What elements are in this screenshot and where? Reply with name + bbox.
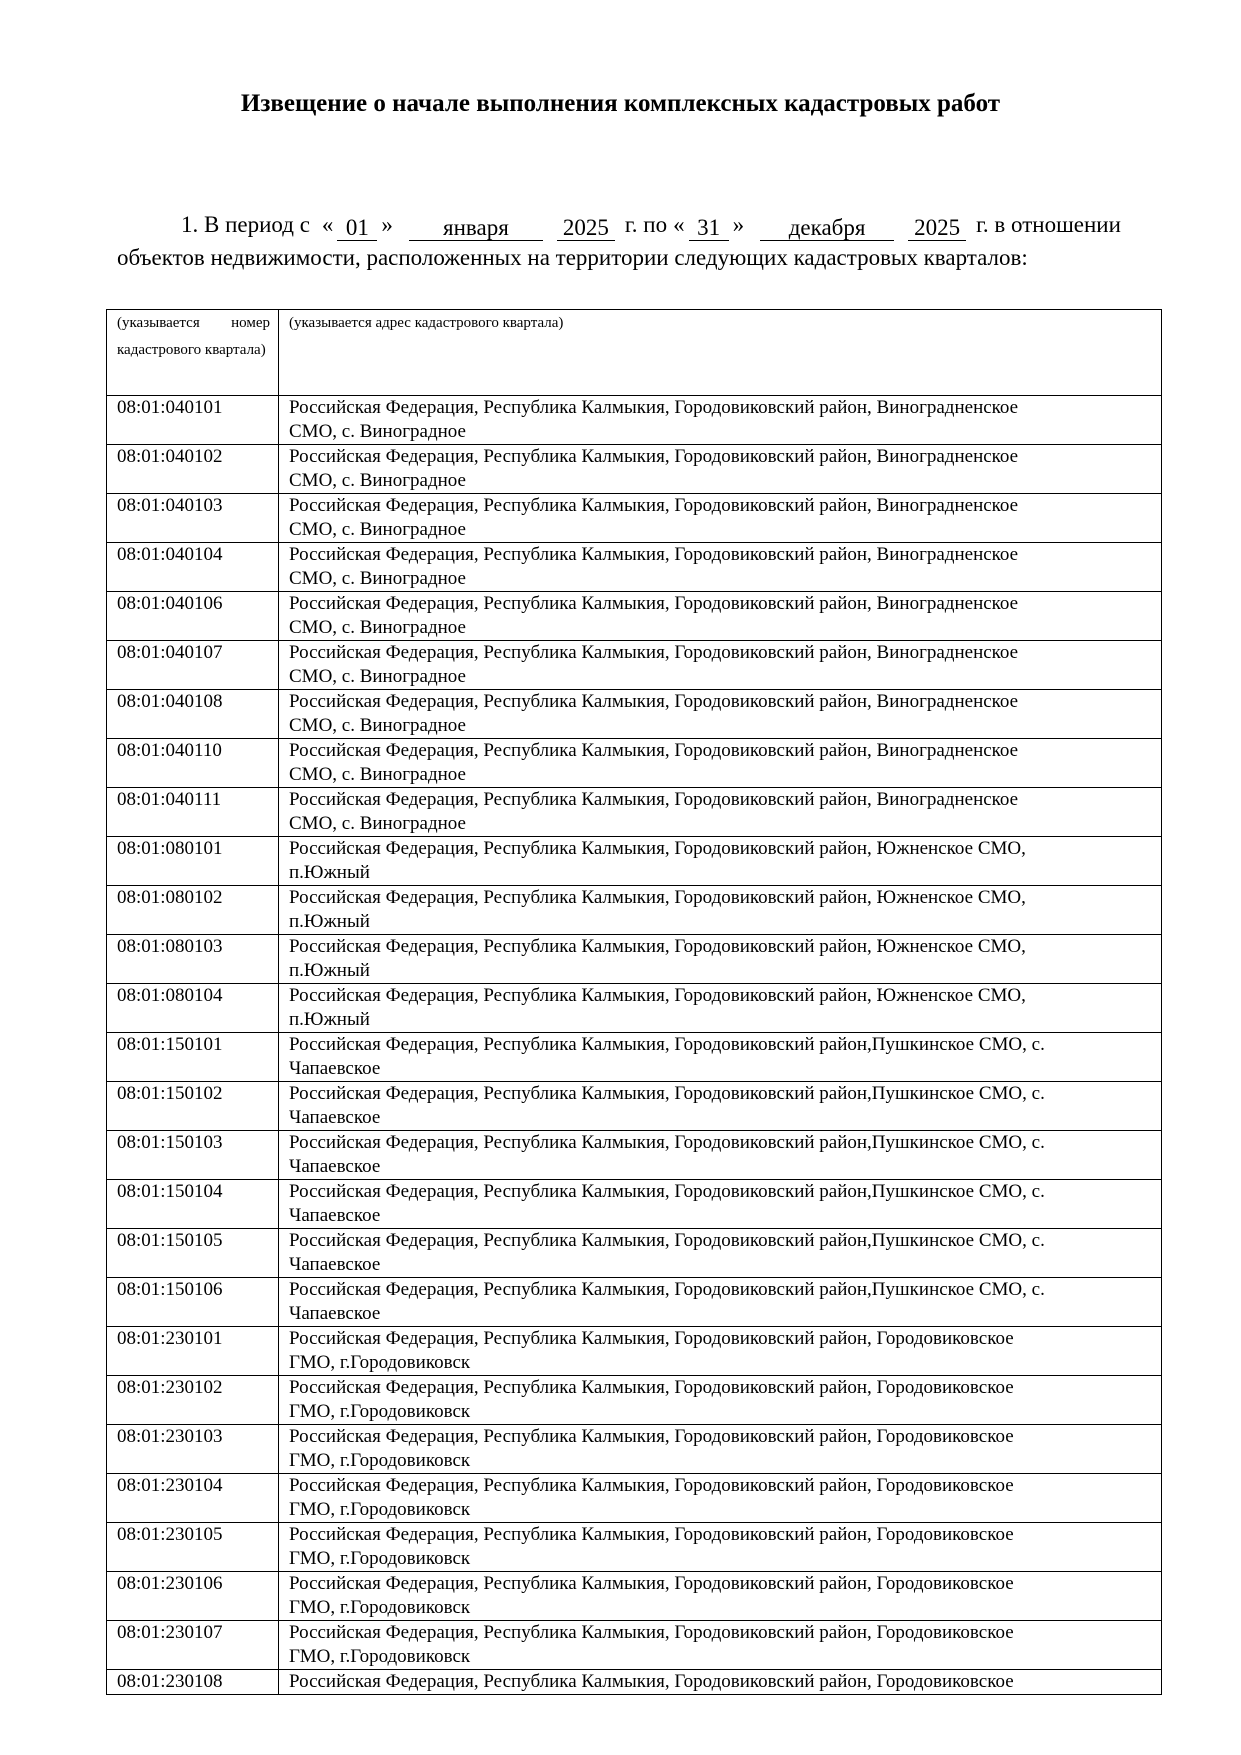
cadastral-address — [279, 739, 1162, 788]
cadastral-number: 08:01:040106 — [107, 592, 279, 641]
cadastral-address — [279, 1131, 1162, 1180]
address-line-1: Российская Федерация, Республика Калмыкия, Городовиковский район, Виноградненское — [289, 495, 1019, 516]
address-line-1: Российская Федерация, Республика Калмыкия, Городовиковский район, Городовиковское — [289, 1426, 1014, 1447]
address-line-1: Российская Федерация, Республика Калмыкия, Городовиковский район,Пушкинское СМО, с. — [289, 1230, 1045, 1251]
address-line-2: ГМО, г.Городовиковск — [289, 1352, 471, 1373]
cadastral-address: Российская Федерация, Республика Калмыкия, Городовиковский район, Городовиковское — [279, 1670, 1162, 1695]
address-line-2: СМО, с. Виноградное — [289, 813, 466, 834]
address-line-2: ГМО, г.Городовиковск — [289, 1646, 471, 1667]
table-row — [107, 886, 1162, 935]
start-year-field: 2025 — [557, 216, 615, 241]
address-line-2: ГМО, г.Городовиковск — [289, 1401, 471, 1422]
address-line-2: СМО, с. Виноградное — [289, 519, 466, 540]
cadastral-address — [279, 641, 1162, 690]
cadastral-address — [279, 396, 1162, 445]
address-line-2: Чапаевское — [289, 1303, 381, 1324]
cadastral-address — [279, 1278, 1162, 1327]
address-line-1: Российская Федерация, Республика Калмыкия, Городовиковский район, Виноградненское — [289, 789, 1019, 810]
open-quote-2: « — [673, 212, 685, 237]
end-year-field: 2025 — [908, 216, 966, 241]
table-row — [107, 1621, 1162, 1670]
intro-lead: 1. В период с — [181, 212, 310, 237]
cadastral-address — [279, 1180, 1162, 1229]
end-day-field: 31 — [689, 216, 729, 241]
address-line-1: Российская Федерация, Республика Калмыкия, Городовиковский район, Городовиковское — [289, 1622, 1014, 1643]
cadastral-number: 08:01:150102 — [107, 1082, 279, 1131]
cadastral-number: 08:01:080103 — [107, 935, 279, 984]
cadastral-number: 08:01:230103 — [107, 1425, 279, 1474]
intro-tail: г. в отношении — [976, 212, 1121, 237]
cadastral-number: 08:01:150105 — [107, 1229, 279, 1278]
address-line-2: СМО, с. Виноградное — [289, 421, 466, 442]
address-line-2: Чапаевское — [289, 1205, 381, 1226]
cadastral-number: 08:01:040104 — [107, 543, 279, 592]
cadastral-address — [279, 592, 1162, 641]
address-line-1: Российская Федерация, Республика Калмыкия, Городовиковский район,Пушкинское СМО, с. — [289, 1181, 1045, 1202]
cadastral-address — [279, 1621, 1162, 1670]
address-line-1: Российская Федерация, Республика Калмыкия, Городовиковский район, Городовиковское — [289, 1475, 1014, 1496]
address-line-1: Российская Федерация, Республика Калмыкия, Городовиковский район, Виноградненское — [289, 446, 1019, 467]
table-row — [107, 1033, 1162, 1082]
address-line-1: Российская Федерация, Республика Калмыкия, Городовиковский район,Пушкинское СМО, с. — [289, 1083, 1045, 1104]
cadastral-address — [279, 543, 1162, 592]
table-row — [107, 641, 1162, 690]
cadastral-number: 08:01:040108 — [107, 690, 279, 739]
cadastral-address — [279, 1033, 1162, 1082]
cadastral-address — [279, 1327, 1162, 1376]
table-row — [107, 984, 1162, 1033]
cadastral-number: 08:01:040110 — [107, 739, 279, 788]
cadastral-address — [279, 494, 1162, 543]
address-line-1: Российская Федерация, Республика Калмыкия, Городовиковский район,Пушкинское СМО, с. — [289, 1279, 1045, 1300]
close-quote-2: » — [732, 212, 745, 237]
open-quote: « — [321, 212, 334, 237]
close-quote: » — [381, 212, 393, 237]
cadastral-number: 08:01:080104 — [107, 984, 279, 1033]
table-row — [107, 1131, 1162, 1180]
start-month-field: января — [409, 216, 543, 241]
cadastral-address — [279, 837, 1162, 886]
cadastral-number: 08:01:150106 — [107, 1278, 279, 1327]
cadastral-number: 08:01:230107 — [107, 1621, 279, 1670]
table-row — [107, 1278, 1162, 1327]
table-row — [107, 837, 1162, 886]
document-title: Извещение о начале выполнения комплексных кадастровых работ — [240, 90, 1001, 117]
table-row — [107, 445, 1162, 494]
address-line-2: СМО, с. Виноградное — [289, 470, 466, 491]
table-row — [107, 1523, 1162, 1572]
cadastral-number: 08:01:150101 — [107, 1033, 279, 1082]
intro-paragraph — [117, 208, 1157, 274]
table-row — [107, 935, 1162, 984]
address-line-2: Чапаевское — [289, 1058, 381, 1079]
table-row — [107, 1229, 1162, 1278]
table-row — [107, 739, 1162, 788]
address-line-2: СМО, с. Виноградное — [289, 666, 466, 687]
address-line-1: Российская Федерация, Республика Калмыкия, Городовиковский район, Южненское СМО, — [289, 887, 1026, 908]
address-line-2: п.Южный — [289, 911, 370, 932]
address-line-2: СМО, с. Виноградное — [289, 617, 466, 638]
cadastral-number: 08:01:040101 — [107, 396, 279, 445]
address-line-1: Российская Федерация, Республика Калмыкия, Городовиковский район, Виноградненское — [289, 740, 1019, 761]
address-line-1: Российская Федерация, Республика Калмыкия, Городовиковский район, Южненское СМО, — [289, 985, 1026, 1006]
cadastral-number: 08:01:040102 — [107, 445, 279, 494]
table-row — [107, 690, 1162, 739]
table-row — [107, 788, 1162, 837]
cadastral-number: 08:01:040103 — [107, 494, 279, 543]
cadastral-number: 08:01:040107 — [107, 641, 279, 690]
address-line-1: Российская Федерация, Республика Калмыкия, Городовиковский район, Городовиковское — [289, 1573, 1014, 1594]
address-line-2: Чапаевское — [289, 1107, 381, 1128]
table-row — [107, 1327, 1162, 1376]
address-line-2: ГМО, г.Городовиковск — [289, 1499, 471, 1520]
start-day-field: 01 — [337, 216, 377, 241]
cadastral-number: 08:01:230106 — [107, 1572, 279, 1621]
cadastral-address — [279, 1572, 1162, 1621]
cadastral-address — [279, 1229, 1162, 1278]
cadastral-number: 08:01:080101 — [107, 837, 279, 886]
cadastral-address — [279, 690, 1162, 739]
cadastral-table — [106, 309, 1162, 1695]
table-row — [107, 1670, 1162, 1695]
table-row — [107, 494, 1162, 543]
cadastral-address — [279, 1523, 1162, 1572]
cadastral-address — [279, 1376, 1162, 1425]
address-line-2: ГМО, г.Городовиковск — [289, 1597, 471, 1618]
address-line-1: Российская Федерация, Республика Калмыкия, Городовиковский район, Виноградненское — [289, 691, 1019, 712]
cadastral-address — [279, 984, 1162, 1033]
cadastral-address — [279, 1474, 1162, 1523]
cadastral-number: 08:01:040111 — [107, 788, 279, 837]
address-line-1: Российская Федерация, Республика Калмыкия, Городовиковский район, Виноградненское — [289, 642, 1019, 663]
address-line-1: Российская Федерация, Республика Калмыкия, Городовиковский район,Пушкинское СМО, с. — [289, 1132, 1045, 1153]
cadastral-address — [279, 445, 1162, 494]
cadastral-number: 08:01:150104 — [107, 1180, 279, 1229]
intro-line-2: объектов недвижимости, расположенных на территории следующих кадастровых кварталов: — [117, 245, 1028, 270]
table-row — [107, 1572, 1162, 1621]
cadastral-address — [279, 1425, 1162, 1474]
cadastral-number: 08:01:080102 — [107, 886, 279, 935]
address-line-2: п.Южный — [289, 960, 370, 981]
address-line-1: Российская Федерация, Республика Калмыкия, Городовиковский район, Южненское СМО, — [289, 936, 1026, 957]
address-line-2: п.Южный — [289, 862, 370, 883]
cadastral-number: 08:01:230102 — [107, 1376, 279, 1425]
address-line-1: Российская Федерация, Республика Калмыкия, Городовиковский район, Городовиковское — [289, 1524, 1014, 1545]
address-line-1: Российская Федерация, Республика Калмыкия, Городовиковский район,Пушкинское СМО, с. — [289, 1034, 1045, 1055]
address-line-2: СМО, с. Виноградное — [289, 764, 466, 785]
table-row — [107, 543, 1162, 592]
address-line-2: СМО, с. Виноградное — [289, 568, 466, 589]
cadastral-number: 08:01:230105 — [107, 1523, 279, 1572]
cadastral-address — [279, 886, 1162, 935]
address-line-2: Чапаевское — [289, 1254, 381, 1275]
intro-line-1 — [117, 208, 1157, 241]
end-month-field: декабря — [760, 216, 894, 241]
header-address: (указывается адрес кадастрового квартала) — [279, 310, 1162, 396]
cadastral-number: 08:01:230108 — [107, 1670, 279, 1695]
address-line-1: Российская Федерация, Республика Калмыкия, Городовиковский район, Городовиковское — [289, 1377, 1014, 1398]
address-line-1: Российская Федерация, Республика Калмыкия, Городовиковский район, Виноградненское — [289, 593, 1019, 614]
table-row — [107, 592, 1162, 641]
address-line-2: п.Южный — [289, 1009, 370, 1030]
address-line-2: ГМО, г.Городовиковск — [289, 1450, 471, 1471]
address-line-1: Российская Федерация, Республика Калмыкия, Городовиковский район, Городовиковское — [289, 1328, 1014, 1349]
address-line-1: Российская Федерация, Республика Калмыкия, Городовиковский район, Южненское СМО, — [289, 838, 1026, 859]
intro-to: г. по — [624, 212, 668, 237]
address-line-2: СМО, с. Виноградное — [289, 715, 466, 736]
address-line-2: Чапаевское — [289, 1156, 381, 1177]
table-header-row — [107, 310, 1162, 396]
cadastral-number: 08:01:230104 — [107, 1474, 279, 1523]
header-number: (указывается номер кадастрового квартала) — [107, 310, 279, 396]
table-row — [107, 1474, 1162, 1523]
cadastral-address — [279, 1082, 1162, 1131]
cadastral-number: 08:01:150103 — [107, 1131, 279, 1180]
table-row — [107, 396, 1162, 445]
table-row — [107, 1425, 1162, 1474]
table-row — [107, 1082, 1162, 1131]
cadastral-address — [279, 788, 1162, 837]
cadastral-address — [279, 935, 1162, 984]
address-line-1: Российская Федерация, Республика Калмыкия, Городовиковский район, Виноградненское — [289, 544, 1019, 565]
table-row — [107, 1376, 1162, 1425]
address-line-2: ГМО, г.Городовиковск — [289, 1548, 471, 1569]
cadastral-number: 08:01:230101 — [107, 1327, 279, 1376]
table-row — [107, 1180, 1162, 1229]
address-line-1: Российская Федерация, Республика Калмыкия, Городовиковский район, Виноградненское — [289, 397, 1019, 418]
